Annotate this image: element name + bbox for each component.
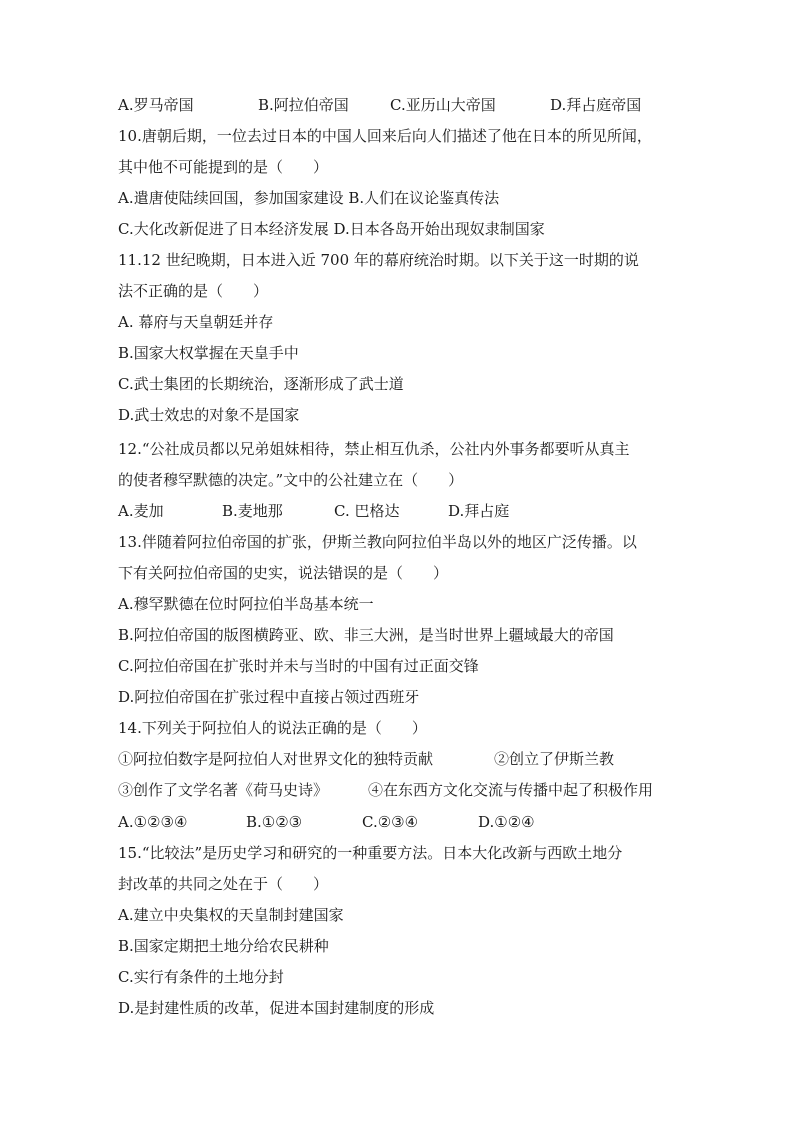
q15-stem-line1: 15.“比较法”是历史学习和研究的一种重要方法。日本大化改新与西欧土地分 <box>118 844 623 862</box>
q10-stem-line2: 其中他不可能提到的是（ ） <box>118 158 329 176</box>
q15-option-a: A.建立中央集权的天皇制封建国家 <box>118 906 344 924</box>
q13-stem-line1: 13.伴随着阿拉伯帝国的扩张，伊斯兰教向阿拉伯半岛以外的地区广泛传播。以 <box>118 533 637 551</box>
q14-option-a: A.①②③④ <box>118 813 188 831</box>
q14-statement-3: ③创作了文学名著《荷马史诗》 <box>118 781 329 799</box>
q10-options-line2: C.大化改新促进了日本经济发展 D.日本各岛开始出现奴隶制国家 <box>118 220 545 238</box>
q14-option-c: C.②③④ <box>362 813 419 831</box>
q12-stem-line1: 12.“公社成员都以兄弟姐妹相待，禁止相互仇杀，公社内外事务都要听从真主 <box>118 440 630 458</box>
q15-option-b: B.国家定期把土地分给农民耕种 <box>118 937 329 955</box>
q14-statement-2: ②创立了伊斯兰教 <box>494 750 615 768</box>
q10-options-line1: A.遣唐使陆续回国，参加国家建设 B.人们在议论鉴真传法 <box>118 189 500 207</box>
q9-options <box>118 95 641 115</box>
q12-stem-line2: 的使者穆罕默德的决定。”文中的公社建立在（ ） <box>118 471 464 489</box>
q11-option-c: C.武士集团的长期统治，逐渐形成了武士道 <box>118 375 404 393</box>
q12-option-a: A.麦加 <box>118 502 164 520</box>
q13-option-c: C.阿拉伯帝国在扩张时并未与当时的中国有过正面交锋 <box>118 657 479 675</box>
q9-option-c: C.亚历山大帝国 <box>390 96 496 114</box>
q12-options <box>118 501 509 521</box>
q14-statement-4: ④在东西方文化交流与传播中起了积极作用 <box>368 781 654 799</box>
q14-statements-row1 <box>118 749 614 769</box>
q15-option-d: D.是封建性质的改革，促进本国封建制度的形成 <box>118 999 435 1017</box>
q11-option-d: D.武士效忠的对象不是国家 <box>118 406 300 424</box>
q14-options <box>118 812 535 832</box>
q11-stem-line1: 11.12 世纪晚期，日本进入近 700 年的幕府统治时期。以下关于这一时期的说 <box>118 251 639 269</box>
q11-stem-line2: 法不正确的是（ ） <box>118 282 269 300</box>
q9-option-d: D.拜占庭帝国 <box>550 96 642 114</box>
q10-stem-line1: 10.唐朝后期，一位去过日本的中国人回来后向人们描述了他在日本的所见所闻， <box>118 127 652 145</box>
q13-option-d: D.阿拉伯帝国在扩张过程中直接占领过西班牙 <box>118 688 420 706</box>
q9-option-b: B.阿拉伯帝国 <box>258 96 349 114</box>
q9-option-a: A.罗马帝国 <box>118 96 194 114</box>
q15-option-c: C.实行有条件的土地分封 <box>118 968 284 986</box>
q14-statement-1: ①阿拉伯数字是阿拉伯人对世界文化的独特贡献 <box>118 750 434 768</box>
q13-option-a: A.穆罕默德在位时阿拉伯半岛基本统一 <box>118 595 374 613</box>
q12-option-c: C. 巴格达 <box>334 502 400 520</box>
q13-stem-line2: 下有关阿拉伯帝国的史实，说法错误的是（ ） <box>118 564 449 582</box>
q15-stem-line2: 封改革的共同之处在于（ ） <box>118 875 329 893</box>
q14-option-d: D.①②④ <box>478 813 535 831</box>
q14-statements-row2 <box>118 780 653 800</box>
q13-option-b: B.阿拉伯帝国的版图横跨亚、欧、非三大洲，是当时世界上疆域最大的帝国 <box>118 626 614 644</box>
q14-option-b: B.①②③ <box>246 813 303 831</box>
q12-option-d: D.拜占庭 <box>448 502 510 520</box>
q12-option-b: B.麦地那 <box>222 502 283 520</box>
q14-stem: 14.下列关于阿拉伯人的说法正确的是（ ） <box>118 719 427 737</box>
q11-option-a: A. 幕府与天皇朝廷并存 <box>118 313 274 331</box>
q11-option-b: B.国家大权掌握在天皇手中 <box>118 344 299 362</box>
